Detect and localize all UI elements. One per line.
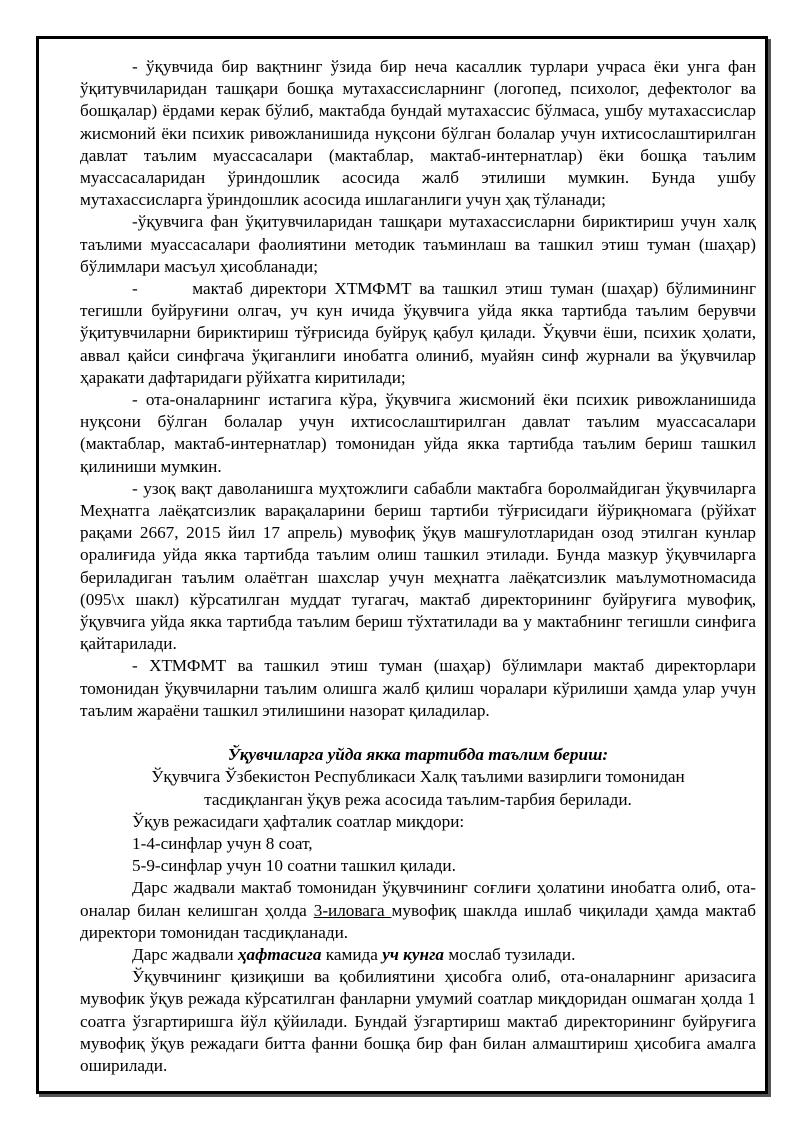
hours-grades-5-9: 5-9-синфлар учун 10 соатни ташкил қилади. (132, 856, 456, 876)
schedule-text-start: Дарс жадвали мактаб томонидан ўқувчининг соғлиғи ҳолатини инобатга олиб, ота-оналар билан келишган ҳолда (80, 878, 756, 920)
weekly-text-start: Дарс жадвали (132, 944, 238, 964)
appendix-3-link[interactable]: 3-иловага (313, 900, 392, 920)
intro-line-1: Ўқувчига Ўзбекистон Республикаси Халқ таълими вазирлиги томонидан (151, 767, 685, 787)
weekly-text-end: мослаб тузилади. (444, 944, 576, 964)
paragraph-director-order: - мактаб директори ХТМФМТ ва ташкил этиш туман (шаҳар) бўлимининг тегишли буйруғини олгач, уч кун ичида ўқувчига уйда якка тартибда таълим берувчи ўқитувчиларни бириктириш тўғрисида буйруқ қабул қилади. Ўқувчи ёши, психик ҳолати, аввал қайси синфгача ўқиганлиги инобатга олиниб, муайян синф журнали ва ўқувчилар ҳаракати дафтаридаги рўйхатга киритилади; (80, 279, 761, 387)
intro-line-2: тасдиқланган ўқув режа асосида таълим-тарбия берилади. (204, 789, 632, 809)
paragraph-specialists: - ўқувчида бир вақтнинг ўзида бир неча касаллик турлари учраса ёки унга фан ўқитувчиларидан ташқари бошқа мутахассисларнинг (логопед, психолог, дефектолог ва бошқалар) ёрдами керак бўлиб, мактабда бундай мутахассис бўлмаса, ушбу мутахассислар жисмоний ёки психик ривожланишида нуқсони бўлган болалар учун ихтисослаштирилган давлат таълим муассасалари (мактаблар, мактаб-интернатлар) ёки бошқа таълим муассасаларидан ўриндошлик асосида жалб этилиши мумкин. Бунда ушбу мутахассисларга ўриндошлик асосида ишлаганлиги учун ҳақ тўланади; (80, 57, 756, 210)
paragraph-weekly (80, 944, 756, 966)
document-body (80, 56, 761, 1077)
section-heading: Ўқувчиларга уйда якка тартибда таълим бериш: (227, 745, 609, 765)
hours-title: Ўқув режасидаги ҳафталик соатлар миқдори: (132, 811, 465, 831)
paragraph-long-treatment: - узоқ вақт даволанишга муҳтожлиги сабабли мактабга боролмайдиган ўқувчиларга Меҳнатга лаёқатсизлик варақаларини бериш тартиби тўғрисидаги йўриқномага (рўйхат рақами 2667, 2015 йил 17 апрель) мувофиқ ўқув машғулотларидан озод этилган кунлар оралиғида уйда якка тартибда таълим олиш ташкил этилади. Бунда мазкур ўқувчиларга бериладиган таълим олаётган шахслар учун меҳнатга лаёқатсизлик маълумотномасида (095\х шакл) кўрсатилган муддат тугагач, мактаб директорининг буйруғига мувофиқ, ўқувчига уйда якка тартибда таълим бериш тўхтатилади ва у мактабнинг тегишли синфига қайтарилади. (80, 478, 756, 654)
hours-grades-1-4: 1-4-синфлар учун 8 соат, (132, 833, 313, 853)
weekly-emphasis-days: уч кунга (382, 944, 445, 964)
paragraph-responsibility: -ўқувчига фан ўқитувчиларидан ташқари мутахассисларни бириктириш учун халқ таълими муассасалари фаолиятини методик таъминлаш ва ташкил этиш туман (шаҳар) бўлимлари масъул ҳисобланади; (80, 212, 756, 276)
weekly-text-mid: камида (321, 944, 383, 964)
paragraph-parents-wish: - ота-оналарнинг истагига кўра, ўқувчига жисмоний ёки психик ривожланишида нуқсони бўлган болалар учун ихтисослаштирилган давлат таълим муассасалари (мактаблар, мактаб-интернатлар) томонидан уйда якка тартибда таълим бериш ташкил қилиниши мумкин. (80, 390, 756, 476)
weekly-emphasis-week: ҳафтасига (237, 944, 322, 964)
paragraph-schedule (80, 877, 756, 944)
spacer (80, 722, 756, 744)
paragraph-substitution: Ўқувчининг қизиқиши ва қобилиятини ҳисобга олиб, ота-оналарнинг аризасига мувофик ўқув режада кўрсатилган фанларни умумий соатлар миқдоридан ошмаган ҳолда 1 соатга ўзгартиришга йўл қўйилади. Бундай ўзгартириш мактаб директорининг буйруғига мувофиқ ўқув режадаги битта фанни бошқа бир фан билан алмаштириш ҳисобига амалга оширилади. (80, 967, 756, 1075)
paragraph-control: - ХТМФМТ ва ташкил этиш туман (шаҳар) бўлимлари мактаб директорлари томонидан ўқувчиларни таълим олишга жалб қилиш чоралари кўрилиши ҳамда улар учун таълим жараёни ташкил этилишини назорат қиладилар. (80, 656, 756, 720)
schedule-text-end: мувофиқ шаклда ишлаб чиқилади ҳамда мактаб директори томонидан тасдиқланади. (80, 900, 756, 942)
